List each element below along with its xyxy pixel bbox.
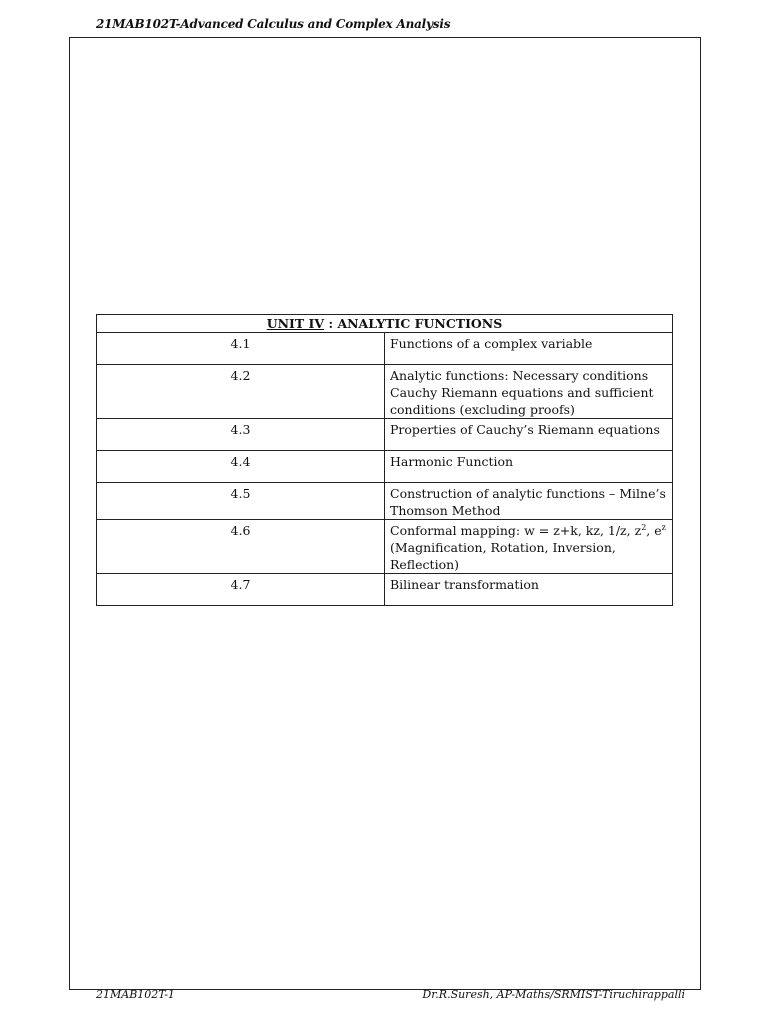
document-header-title: 21MAB102T-Advanced Calculus and Complex Analysis — [96, 17, 451, 31]
syllabus-table — [96, 314, 673, 606]
table-row — [97, 451, 673, 483]
unit-label: UNIT IV — [266, 316, 325, 331]
superscript-two: 2 — [641, 522, 647, 532]
topic-number: 4.7 — [97, 574, 385, 606]
unit-separator: : — [324, 316, 338, 331]
topic-number: 4.6 — [97, 520, 385, 574]
topic-text: Construction of analytic functions – Milne’s Thomson Method — [385, 483, 673, 520]
topic-text — [385, 520, 673, 574]
topic-number: 4.2 — [97, 365, 385, 419]
table-row — [97, 333, 673, 365]
topic-number: 4.5 — [97, 483, 385, 520]
table-row — [97, 419, 673, 451]
topic-text: Functions of a complex variable — [385, 333, 673, 365]
topic-text: Bilinear transformation — [385, 574, 673, 606]
superscript-z: z — [661, 522, 666, 532]
topic-text: Properties of Cauchy’s Riemann equations — [385, 419, 673, 451]
topic-text-mid: , e — [646, 523, 662, 538]
table-row — [97, 483, 673, 520]
topic-number: 4.1 — [97, 333, 385, 365]
footer-course-code: 21MAB102T-1 — [96, 988, 175, 1001]
topic-text: Harmonic Function — [385, 451, 673, 483]
topic-text-line2: (Magnification, Rotation, Inversion, Reflection) — [390, 540, 616, 572]
footer-author: Dr.R.Suresh, AP-Maths/SRMIST-Tiruchirappalli — [422, 988, 685, 1001]
table-row — [97, 365, 673, 419]
table-row — [97, 574, 673, 606]
unit-title-row — [97, 315, 673, 333]
topic-text: Analytic functions: Necessary conditions Cauchy Riemann equations and sufficient conditions (excluding proofs) — [385, 365, 673, 419]
unit-title: ANALYTIC FUNCTIONS — [337, 316, 503, 331]
topic-number: 4.3 — [97, 419, 385, 451]
topic-number: 4.4 — [97, 451, 385, 483]
table-row — [97, 520, 673, 574]
topic-text-prefix: Conformal mapping: w = z+k, kz, 1/z, z — [390, 523, 642, 538]
unit-title-cell — [97, 315, 673, 333]
